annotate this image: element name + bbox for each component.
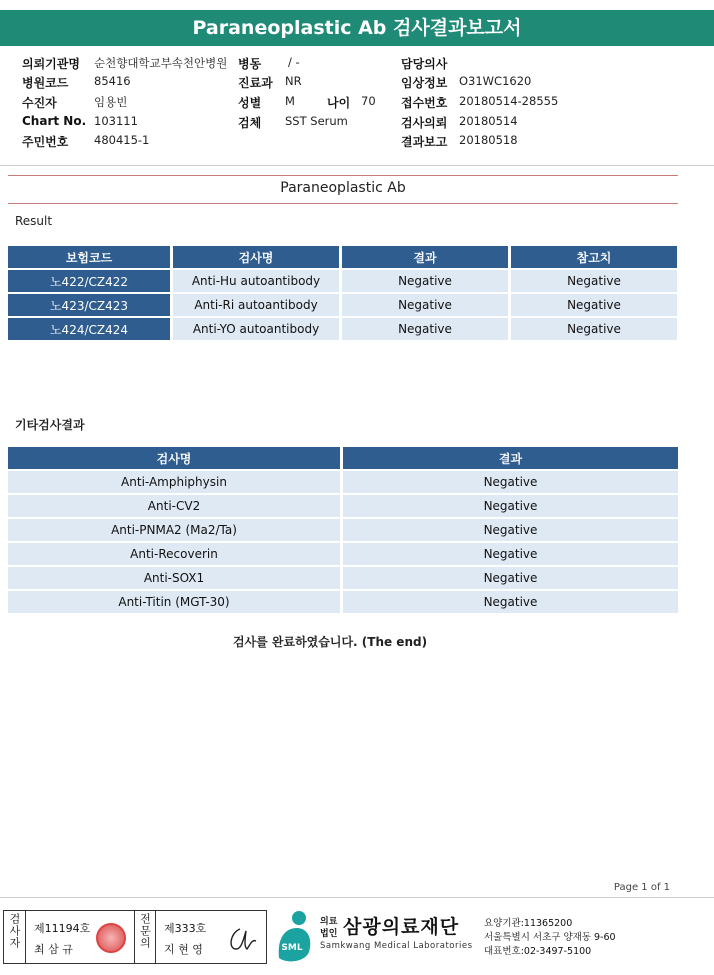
corp-type-2: 법인	[320, 929, 338, 939]
header-test: 검사명	[8, 447, 340, 469]
department-value: NR	[285, 74, 302, 88]
clinical-info-value: O31WC1620	[459, 74, 532, 88]
table-row	[8, 294, 677, 316]
patient-label: 수진자	[22, 96, 57, 110]
footer-divider	[0, 897, 714, 898]
sex-label: 성별	[238, 96, 262, 110]
reference-value: Negative	[511, 270, 677, 292]
result-table-header	[8, 246, 677, 268]
specialist-label: 전문의	[134, 911, 156, 963]
clinical-info-label: 임상정보	[401, 76, 448, 90]
hospital-code-value: 85416	[94, 74, 131, 88]
test-name: Anti-YO autoantibody	[173, 318, 339, 340]
sml-logo-icon	[271, 908, 315, 964]
doctor-label: 담당의사	[401, 57, 448, 71]
page-number: Page 1 of 1	[613, 882, 670, 893]
insurance-code: 노424/CZ424	[8, 318, 170, 340]
svg-text:SML: SML	[281, 943, 303, 953]
address: 서울특별시 서초구 양재동 9-60	[484, 932, 616, 943]
chart-no-label: Chart No.	[22, 114, 87, 128]
test-result: Negative	[343, 495, 678, 517]
test-name: Anti-Recoverin	[8, 543, 340, 565]
test-name: Anti-Ri autoantibody	[173, 294, 339, 316]
report-title: Paraneoplastic Ab 검사결과보고서	[0, 10, 714, 46]
resident-no-label: 주민번호	[22, 135, 69, 149]
header-result: 결과	[343, 447, 678, 469]
test-result: Negative	[342, 270, 508, 292]
specimen-value: SST Serum	[285, 114, 348, 128]
examiner-label: 검사자	[4, 911, 26, 963]
examiner-license: 제11194호	[34, 922, 91, 935]
table-row	[8, 543, 678, 565]
signature-mark	[226, 925, 260, 955]
specialist-name: 지 현 영	[164, 943, 203, 956]
test-result: Negative	[342, 318, 508, 340]
test-result: Negative	[343, 543, 678, 565]
request-date-value: 20180514	[459, 114, 518, 128]
section-divider-top	[8, 175, 678, 176]
phone-number: 대표번호:02-3497-5100	[484, 946, 592, 957]
header-reference: 참고치	[511, 246, 677, 268]
other-results-label: 기타검사결과	[15, 418, 85, 432]
insurance-code: 노422/CZ422	[8, 270, 170, 292]
header-divider	[0, 165, 714, 166]
sex-value: M	[285, 94, 295, 108]
other-results-table	[5, 445, 681, 615]
chart-no-value: 103111	[94, 114, 138, 128]
institution-value: 순천향대학교부속천안병원	[94, 56, 228, 70]
hospital-code-label: 병원코드	[22, 76, 69, 90]
end-message: 검사를 완료하였습니다. (The end)	[232, 635, 428, 649]
reference-value: Negative	[511, 294, 677, 316]
examiner-name: 최 삼 규	[34, 943, 73, 956]
test-result: Negative	[343, 567, 678, 589]
section-title: Paraneoplastic Ab	[280, 180, 406, 196]
other-table-header	[8, 447, 678, 469]
test-name: Anti-Hu autoantibody	[173, 270, 339, 292]
header-test: 검사명	[173, 246, 339, 268]
request-date-label: 검사의뢰	[401, 116, 448, 130]
result-table	[5, 244, 680, 342]
test-result: Negative	[343, 519, 678, 541]
test-name: Anti-CV2	[8, 495, 340, 517]
table-row	[8, 567, 678, 589]
header-result: 결과	[342, 246, 508, 268]
ward-label: 병동	[238, 57, 262, 71]
test-result: Negative	[343, 591, 678, 613]
specialist-license: 제333호	[164, 922, 207, 935]
test-name: Anti-SOX1	[8, 567, 340, 589]
institution-code: 요양기관:11365200	[484, 918, 573, 929]
test-name: Anti-PNMA2 (Ma2/Ta)	[8, 519, 340, 541]
seal-stamp	[96, 923, 126, 953]
patient-info	[0, 52, 714, 164]
patient-value: 임용빈	[94, 95, 128, 109]
test-name: Anti-Titin (MGT-30)	[8, 591, 340, 613]
header-code: 보험코드	[8, 246, 170, 268]
report-date-label: 결과보고	[401, 135, 448, 149]
specimen-label: 검체	[238, 116, 262, 130]
receipt-no-label: 접수번호	[401, 96, 448, 110]
age-value: 70	[361, 94, 376, 108]
reference-value: Negative	[511, 318, 677, 340]
test-result: Negative	[343, 471, 678, 493]
table-row	[8, 495, 678, 517]
insurance-code: 노423/CZ423	[8, 294, 170, 316]
table-row	[8, 471, 678, 493]
ward-value: / -	[288, 55, 300, 69]
resident-no-value: 480415-1	[94, 133, 150, 147]
result-label: Result	[15, 214, 53, 228]
table-row	[8, 591, 678, 613]
brand-english: Samkwang Medical Laboratories	[320, 941, 473, 951]
age-label: 나이	[327, 96, 351, 110]
footer	[0, 906, 714, 968]
institution-label: 의뢰기관명	[22, 57, 80, 71]
receipt-no-value: 20180514-28555	[459, 94, 559, 108]
signature-box	[3, 910, 267, 964]
table-row	[8, 318, 677, 340]
test-name: Anti-Amphiphysin	[8, 471, 340, 493]
brand-name: 삼광의료재단	[343, 916, 460, 938]
test-result: Negative	[342, 294, 508, 316]
corp-type-1: 의료	[320, 917, 338, 927]
report-date-value: 20180518	[459, 133, 518, 147]
table-row	[8, 270, 677, 292]
table-row	[8, 519, 678, 541]
department-label: 진료과	[238, 76, 273, 90]
section-divider-bottom	[8, 203, 678, 204]
